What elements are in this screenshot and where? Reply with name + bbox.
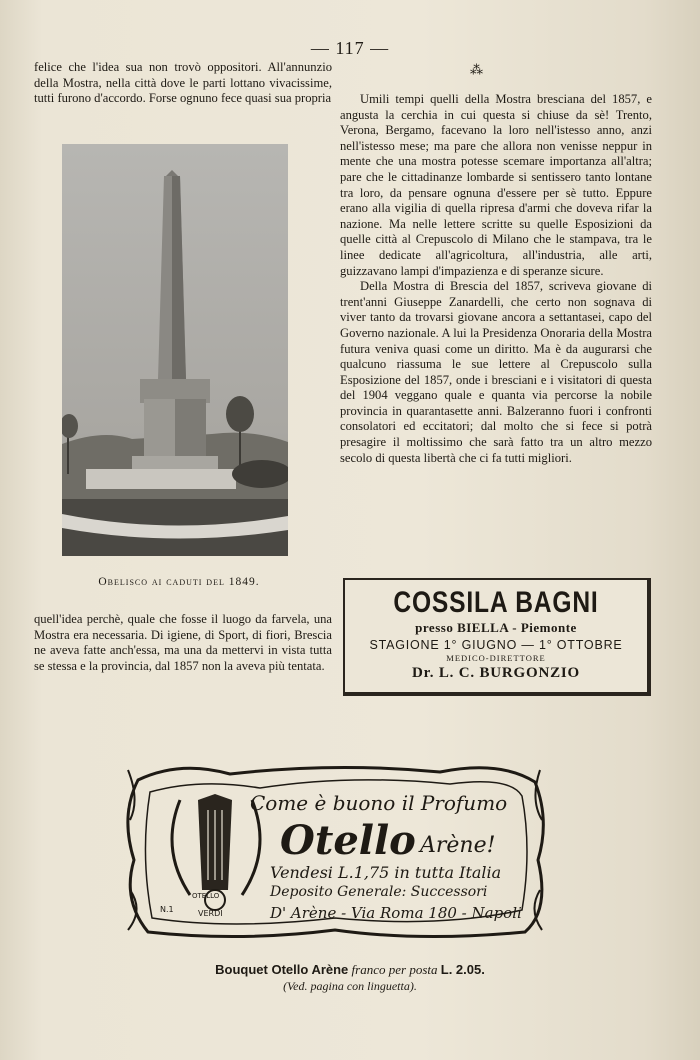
otello-depot-line: Deposito Generale: Successori <box>270 884 488 900</box>
otello-badge-2: VERDI <box>198 909 223 918</box>
otello-address-line: D' Arène - Via Roma 180 - Napoli <box>270 904 522 922</box>
otello-brand-2: Arène! <box>420 833 496 858</box>
otello-advertisement <box>120 760 550 940</box>
right-paragraph-1: Umili tempi quelli della Mostra bresciana del 1857, e angusta la cerchia in cui questa si chiuse da sè! Trento, Verona, Bergamo, facevano la loro nell'istesso anno, anzi nell'istesso mese; ma pare che allora non venisse neppur in mente che una mostra potesse scemare importanza all'altra; pare che le cittadinanze lombarde si sentissero tanto lontane tra loro, da pensare ognuna d'essere per sè tutto. Eppure erano alla vigilia di quella ripresa d'armi che doveva rifar la nazione. Ma nelle lettere scritte su quelle Esposizioni da quelle città al Crepuscolo di Milano che le stampava, tra le linee dedicate all'agricoltura, all'industria, alle arti, guizzavano lampi d'impazienza e di speranze sicure. <box>340 92 652 278</box>
right-column <box>340 92 652 466</box>
left-column-top <box>34 60 332 107</box>
obelisk-photo <box>62 144 288 556</box>
page-number: — 117 — <box>310 38 390 58</box>
left-paragraph-bottom: quell'idea perchè, quale che fosse il luogo da farvela, una Mostra era necessaria. Di igiene, di Sport, di fiori, Brescia ne aveva fatte anch'essa, ma una da mettervi in vista tutta se stessa e la provincia, dal 1857 non la aveva più tentata. <box>34 612 332 673</box>
ad-director-name: Dr. L. C. BURGONZIO <box>412 665 580 681</box>
bottom-offer-line <box>0 962 700 978</box>
ad-director-label: MEDICO-DIRETTORE <box>446 653 546 663</box>
product-name: Bouquet Otello Arène <box>215 962 349 977</box>
ad-title: COSSILA BAGNI <box>393 586 599 619</box>
bottom-note: (Ved. pagina con linguetta). <box>283 979 417 993</box>
otello-brand: Otello <box>280 817 416 864</box>
section-asterism: ⁂ <box>470 62 483 77</box>
right-paragraph-2: Della Mostra di Brescia del 1857, scriveva giovane di trent'anni Giuseppe Zanardelli, che certo non sognava di viver tanto da trovarsi giovane ancora a settantasei, capo del Governo nazionale. A lui la Presidenza Onoraria della Mostra futura veniva quasi come un diritto. Ma è da augurarsi che qualcuno riassuma le sue lettere al Crepuscolo sulla Esposizione del 1857, onde i bresciani e i visitatori di questa del 1904 veggano quale e quanta via percorse la nobile provincia in quarantasette anni. Balzeranno fuori i confronti consolatori ed eccitatori; dal molto che si fece si potrà presagire il moltissimo che sarà fatto tra un altro mezzo secolo di questa libertà che ci fa tutti migliori. <box>340 279 652 465</box>
otello-number: N.1 <box>160 905 174 914</box>
otello-headline: Come è buono il Profumo <box>250 791 508 815</box>
photo-caption: Obelisco ai caduti del 1849. <box>98 576 260 588</box>
ad-season: STAGIONE 1° GIUGNO — 1° OTTOBRE <box>369 638 623 652</box>
ad-location: presso BIELLA - Piemonte <box>415 620 577 635</box>
price: L. 2.05. <box>440 962 485 977</box>
left-paragraph-top: felice che l'idea sua non trovò oppositori. All'annunzio della Mostra, nella città dove le parti lottano vivacissime, tutti furono d'accordo. Forse ognuno fece quasi sua propria <box>34 60 332 106</box>
obelisk-illustration <box>62 144 288 556</box>
shipping-note: franco per posta <box>351 962 438 977</box>
otello-price-line: Vendesi L.1,75 in tutta Italia <box>270 863 502 882</box>
cossila-bagni-ad <box>343 578 651 696</box>
left-column-bottom <box>34 612 332 674</box>
otello-ad-frame <box>120 760 550 940</box>
otello-badge-1: OTELLO <box>192 892 220 900</box>
